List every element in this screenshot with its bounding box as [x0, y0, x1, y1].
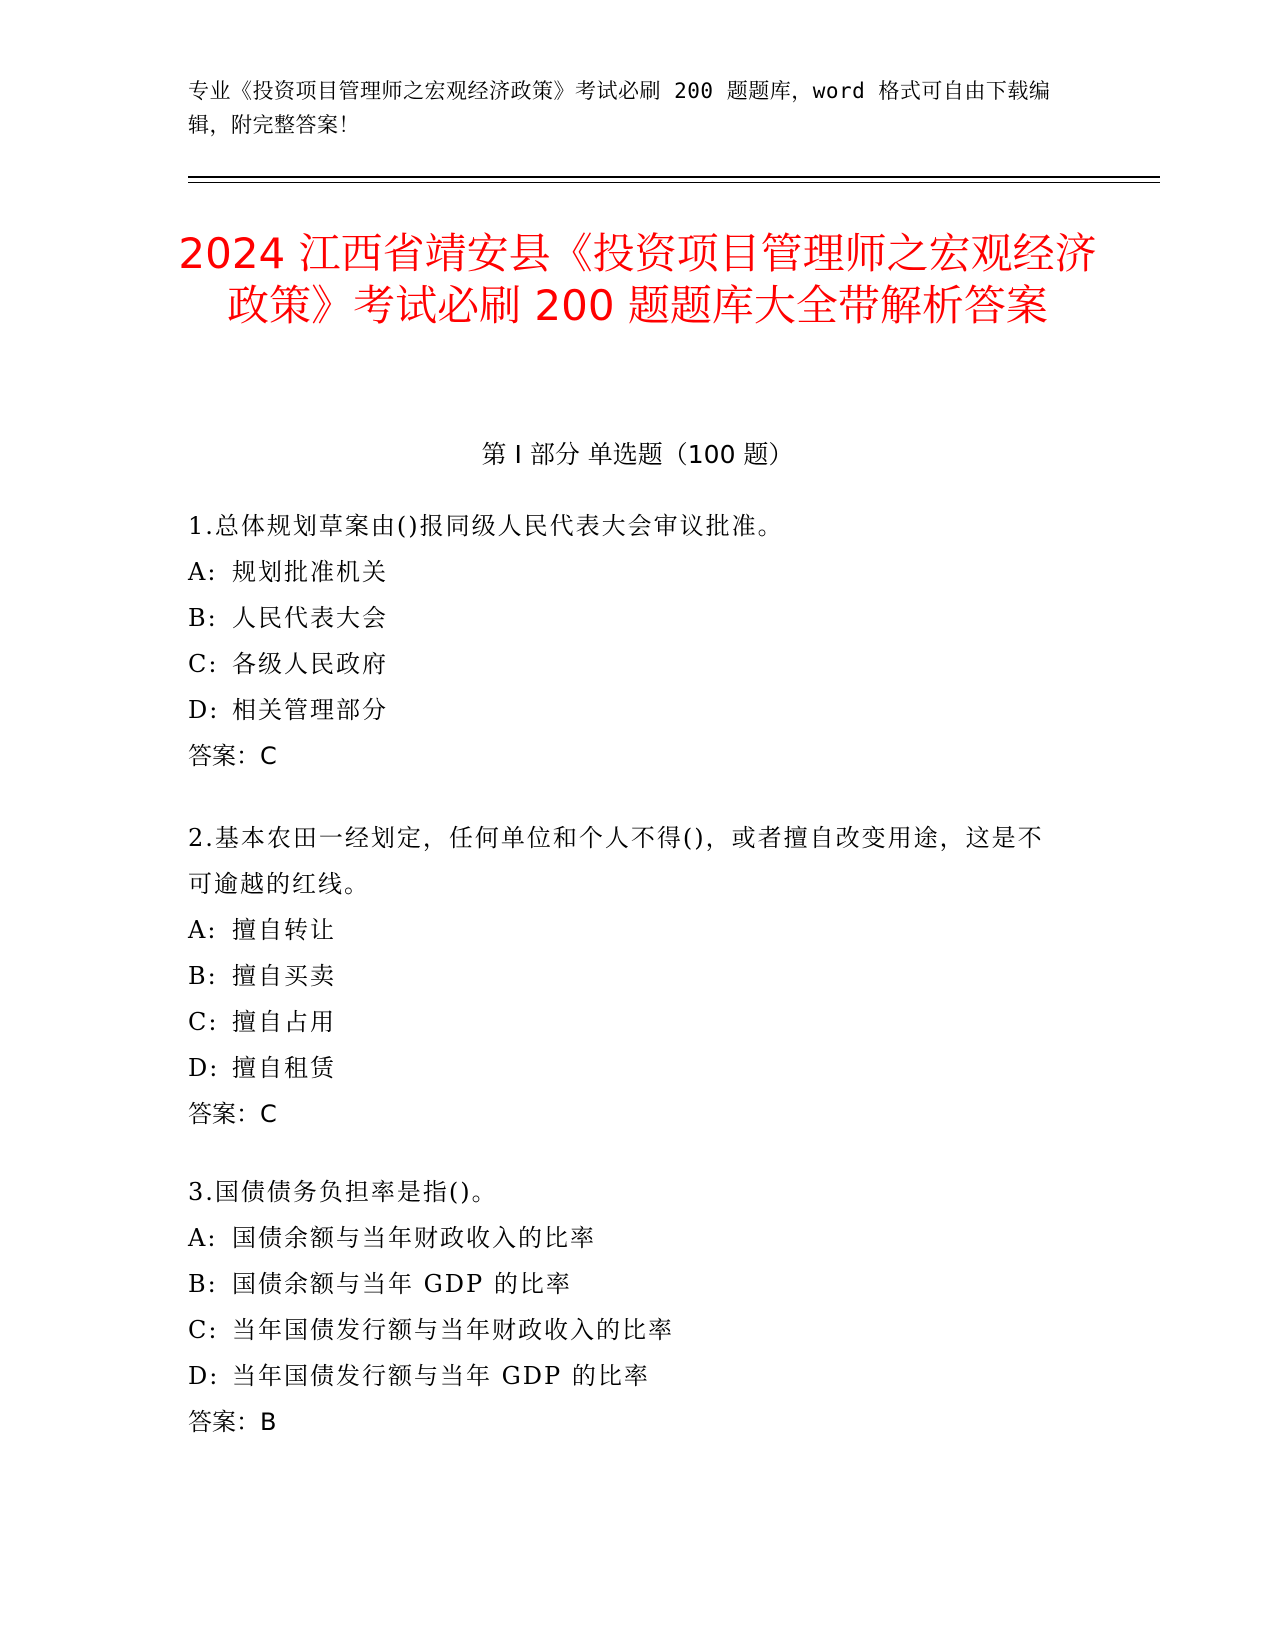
option-key: D: [188, 696, 220, 724]
option-c [188, 999, 1068, 1045]
option-d [188, 1045, 1068, 1091]
answer: 答案：C [188, 1100, 277, 1128]
option-key: D: [188, 1054, 220, 1082]
option-d [188, 687, 1068, 733]
option-c [188, 1307, 1068, 1353]
option-key: C: [188, 1316, 219, 1344]
section-heading: 第 I 部分 单选题（100 题） [481, 440, 794, 469]
option-text: 人民代表大会 [232, 604, 388, 632]
option-key: C: [188, 1008, 219, 1036]
option-text: 国债余额与当年 GDP 的比率 [232, 1270, 572, 1298]
option-c [188, 641, 1068, 687]
option-d [188, 1353, 1068, 1399]
question-text: 3.国债债务负担率是指()。 [188, 1178, 498, 1206]
answer: 答案：C [188, 742, 277, 770]
option-a [188, 907, 1068, 953]
header-note: 专业《投资项目管理师之宏观经济政策》考试必刷 200 题题库，word 格式可自由下载编辑，附完整答案！ [188, 79, 1051, 137]
option-text: 擅自转让 [232, 916, 336, 944]
option-text: 擅自租赁 [232, 1054, 336, 1082]
option-text: 相关管理部分 [232, 696, 388, 724]
option-b [188, 1261, 1068, 1307]
option-key: A: [188, 558, 218, 586]
option-text: 当年国债发行额与当年财政收入的比率 [232, 1316, 674, 1344]
option-key: A: [188, 1224, 218, 1252]
option-key: B: [188, 962, 218, 990]
option-text: 规划批准机关 [232, 558, 388, 586]
option-text: 各级人民政府 [232, 650, 388, 678]
option-key: B: [188, 1270, 218, 1298]
option-b [188, 595, 1068, 641]
question-1 [188, 503, 1068, 779]
option-key: C: [188, 650, 219, 678]
option-a [188, 1215, 1068, 1261]
question-text: 2.基本农田一经划定，任何单位和个人不得()，或者擅自改变用途，这是不可逾越的红线。 [188, 824, 1044, 898]
option-key: D: [188, 1362, 220, 1390]
header-divider-thin [188, 182, 1160, 183]
document-title: 2024 江西省靖安县《投资项目管理师之宏观经济政策》考试必刷 200 题题库大全带解析答案 [178, 229, 1097, 330]
question-text: 1.总体规划草案由()报同级人民代表大会审议批准。 [188, 512, 784, 540]
question-2 [188, 815, 1068, 1137]
option-text: 国债余额与当年财政收入的比率 [232, 1224, 596, 1252]
option-key: B: [188, 604, 218, 632]
option-text: 擅自占用 [232, 1008, 336, 1036]
header-divider [188, 176, 1160, 178]
question-3 [188, 1169, 1068, 1445]
option-a [188, 549, 1068, 595]
answer: 答案：B [188, 1408, 277, 1436]
option-text: 擅自买卖 [232, 962, 336, 990]
option-text: 当年国债发行额与当年 GDP 的比率 [232, 1362, 650, 1390]
option-b [188, 953, 1068, 999]
option-key: A: [188, 916, 218, 944]
